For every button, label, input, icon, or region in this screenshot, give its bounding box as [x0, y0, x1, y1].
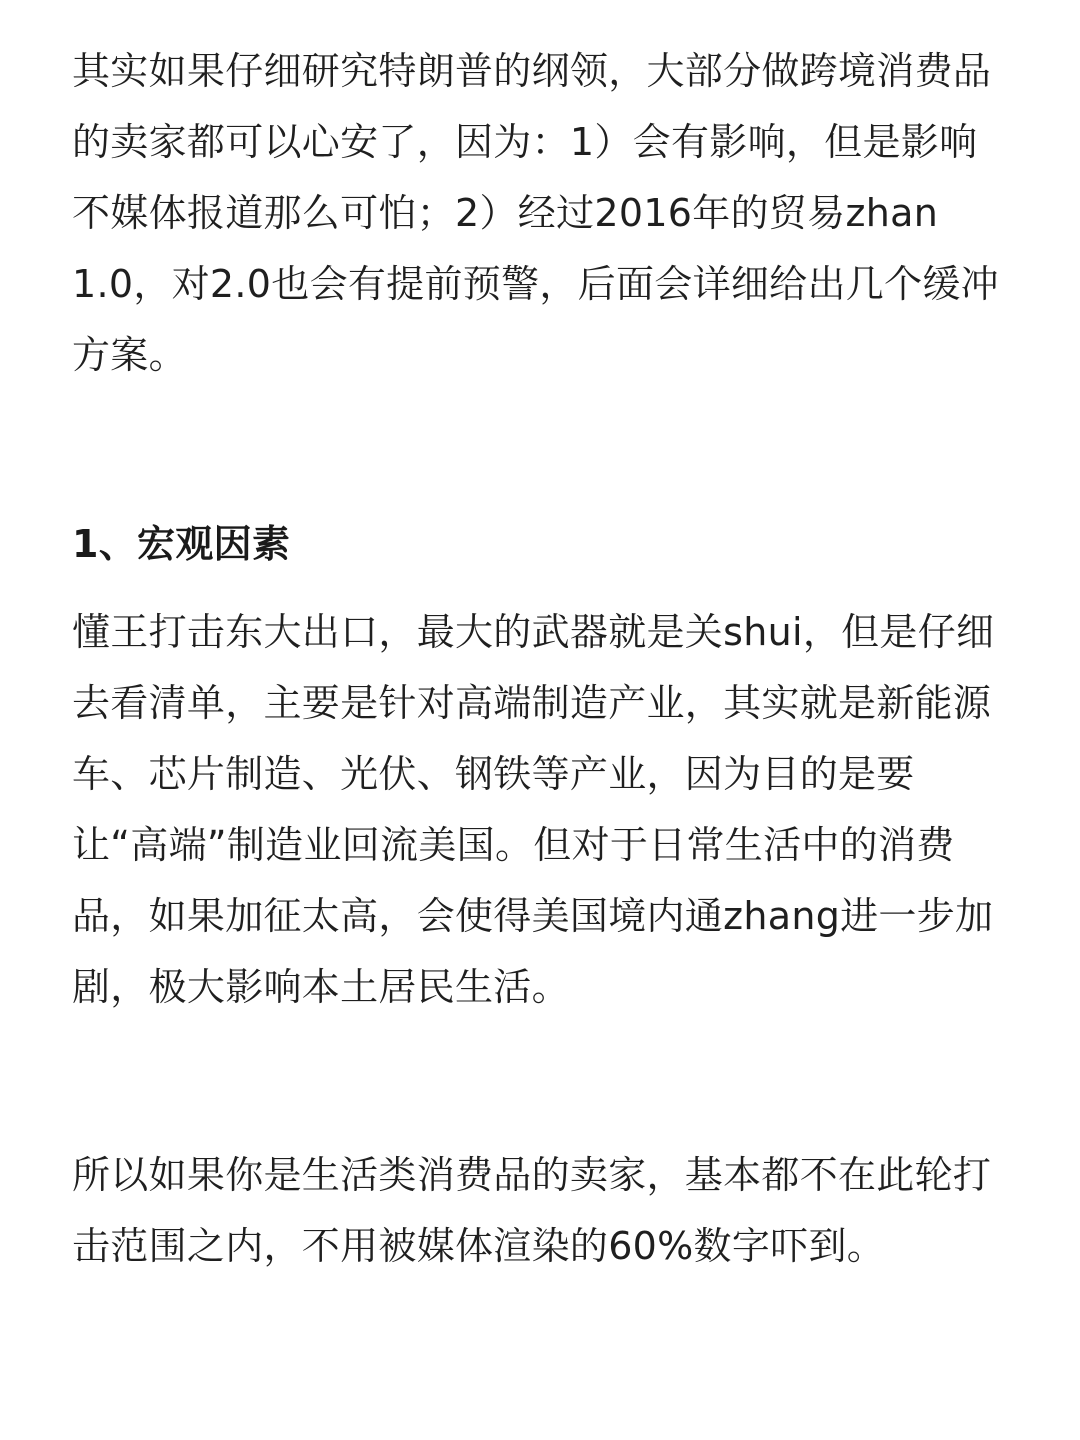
- article-body: [72, 36, 1008, 1282]
- intro-paragraph: 其实如果仔细研究特朗普的纲领，大部分做跨境消费品的卖家都可以心安了，因为：1）会有影响，但是影响不媒体报道那么可怕；2）经过2016年的贸易zhan 1.0，对2.0也会有提前预警，后面会详细给出几个缓冲方案。: [72, 49, 999, 377]
- conclusion-paragraph: 所以如果你是生活类消费品的卖家，基本都不在此轮打击范围之内，不用被媒体渲染的60%数字吓到。: [72, 1153, 992, 1268]
- macro-factors-paragraph: 懂王打击东大出口，最大的武器就是关shui，但是仔细去看清单，主要是针对高端制造产业，其实就是新能源车、芯片制造、光伏、钢铁等产业，因为目的是要让“高端”制造业回流美国。但对于日常生活中的消费品，如果加征太高，会使得美国境内通zhang进一步加剧，极大影响本土居民生活。: [72, 610, 995, 1009]
- section-heading-macro-factors: 1、宏观因素: [72, 522, 291, 566]
